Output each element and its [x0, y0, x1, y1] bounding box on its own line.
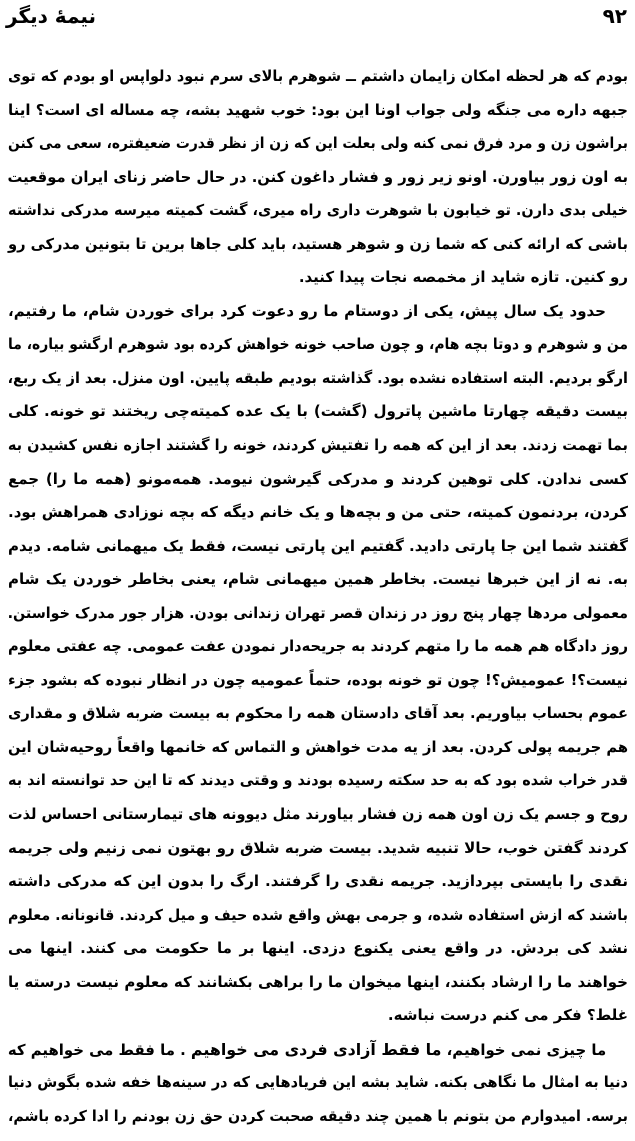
text-line	[8, 865, 628, 899]
text-line	[8, 764, 628, 798]
text-line-content: نشد کی بردش. در واقع یعنی یکنوع دزدی. اینها بر ما حکومت می کنند. اینها می	[8, 939, 628, 958]
text-line-content: بما تهمت زدند. بعد از این که همه را تفتیش کردند، خونه را گشتند اجازه نفس کشیدن به	[7, 436, 629, 455]
text-line-content: روز دادگاه هم همه ما را متهم کردند به جریحه‌دار نمودن عفت عمومی. چه عفتی معلوم	[7, 637, 628, 656]
text-line-content: کردن، بردنمون کمیته، حتی من و بچه‌ها و یک خانم دیگه که بچه نوزادی همراهش بود.	[8, 503, 628, 522]
text-line	[8, 194, 628, 228]
text-line	[8, 228, 628, 262]
text-line	[8, 261, 628, 295]
text-line-content: من و شوهرم و دوتا بچه هام، و چون صاحب خونه خواهش کرده بود شوهرم ارگشو بیاره، ما	[8, 335, 628, 354]
text-line-content: باشند که ازش استفاده شده، و جرمی بهش واقع شده حیف و میل کردند. قانونانه. معلوم	[8, 905, 628, 924]
text-line-content	[8, 1033, 628, 1068]
text-line-content: معمولی مردها چهار پنج روز در زندان قصر تهران زندانی بودن. هزار جور مدرک خواستن.	[7, 603, 629, 622]
text-line	[8, 328, 628, 362]
text-line	[8, 999, 628, 1033]
emphasized-text: ما فقط آزادی فردی می خواهیم	[190, 1039, 442, 1059]
text-line-content: بیست دقیقه چهارتا ماشین پاترول (گشت) با یک عده کمیته‌چی ریختند تو خونه. کلی	[8, 402, 628, 421]
text-segment: ما چیزی نمی خواهیم،	[441, 1040, 607, 1059]
page-header	[6, 4, 627, 38]
page-body-text	[8, 60, 628, 1134]
text-line-content: روح و جسم یک زن اون همه زن فشار بیاورند مثل دیوونه های تیمارستانی احساس لذت	[8, 805, 628, 824]
text-line	[8, 362, 628, 396]
text-line	[8, 94, 628, 128]
text-line-content: بودم که هر لحظه امکان زایمان داشتم ــ شوهرم بالای سرم نبود دلواپس او بودم که توی	[8, 67, 628, 85]
book-title: نیمهٔ دیگر	[6, 4, 97, 28]
text-line	[8, 932, 628, 966]
text-line	[8, 630, 628, 664]
text-line-content: قدر خراب شده بود که به حد سکته رسیده بودند و وقتی دیدند که تا این حد توانسته اند به	[8, 771, 628, 790]
text-line	[8, 463, 628, 497]
text-line-content: حدود یک سال پیش، یکی از دوستام ما رو دعوت کرد برای خوردن شام، ما رفتیم،	[8, 301, 606, 320]
text-line	[8, 597, 628, 631]
text-line-content: خیلی بدی دارن. تو خیابون با شوهرت داری راه میری، گشت کمیته میرسه مدرکی نداشته	[8, 201, 628, 220]
text-line	[8, 530, 628, 564]
text-line-content: جبهه داره می جنگه ولی جواب اونا این بود: خوب شهید بشه، چه مساله ای است؟ اینا	[8, 100, 628, 119]
text-line	[8, 798, 628, 832]
text-line	[8, 563, 628, 597]
text-line	[8, 832, 628, 866]
text-line-content: دنیا به امثال ما نگاهی بکنه. شاید بشه این فریادهایی که در سینه‌ها خفه شده بگوش دنیا	[7, 1073, 628, 1092]
text-line-content: برسه. امیدوارم من بتونم با همین چند دقیقه صحبت کردن حق زن بودنم را ادا کرده باشم،	[8, 1106, 628, 1125]
text-line-content: ارگو بردیم. البته استفاده نشده بود. گذاشته بودیم طبقه پایین. اون منزل. بعد از یک ربع،	[7, 368, 629, 387]
text-line	[8, 1033, 628, 1067]
text-line-content: رو کنین. تازه شاید از مخمصه نجات پیدا کنید.	[298, 268, 628, 287]
text-line	[8, 395, 628, 429]
text-line	[8, 429, 628, 463]
text-line-content: براشون زن و مرد فرق نمی کنه ولی بعلت این که زن از نظر قدرت ضعیفتره، سعی می کنن	[8, 134, 628, 153]
text-line	[8, 731, 628, 765]
text-line-content: خواهند ما را ارشاد بکنند، اینها میخوان ما را براهی بکشانند که معلوم نیست درسته یا	[8, 972, 628, 991]
text-line-content: غلط؟ فکر می کنم درست نباشه.	[387, 1006, 628, 1025]
text-line	[8, 899, 628, 933]
page-number: ۹۲	[602, 4, 627, 28]
text-line	[8, 664, 628, 698]
text-line-content: کردند گفتن خوب، حالا تنبیه شدید. بیست ضربه شلاق رو بهتون نمی زنیم ولی جریمه	[8, 838, 628, 857]
text-line	[8, 966, 628, 1000]
text-line	[8, 161, 628, 195]
text-line	[8, 697, 628, 731]
text-line-content: گفتند شما این جا پارتی دادید. گفتیم این پارتی نیست، فقط یک میهمانی شامه. دیدم	[8, 536, 628, 555]
text-line-content: عموم بحساب بیاوریم. بعد آقای دادستان همه را محکوم به بیست ضربه شلاق و مقداری	[8, 704, 628, 723]
text-line	[8, 60, 628, 94]
text-segment: . ما فقط می خواهیم که	[7, 1040, 191, 1059]
text-line-content: باشی که ارائه کنی که شما زن و شوهر هستید، باید کلی جاها برین تا بتونین مدرکی رو	[8, 234, 628, 253]
text-line	[8, 1066, 628, 1100]
text-line-content: نقدی را بایستی بپردازید. جریمه نقدی را گرفتند. ارگ را بدون این که مدرکی داشته	[8, 872, 628, 891]
text-line	[8, 295, 628, 329]
text-line	[8, 496, 628, 530]
text-line	[8, 127, 628, 161]
text-line-content: هم جریمه پولی کردن. بعد از یه مدت خواهش و التماس که خانمها واقعاً روحیه‌شان این	[8, 737, 628, 756]
text-line-content: به. نه از این خبرها نیست. بخاطر همین میهمانی شام، یعنی بخاطر خوردن یک شام	[8, 570, 628, 589]
text-line-content: به اون زور بیاورن. اونو زیر زور و فشار داغون کنن. در حال حاضر زنای ایران موقعیت	[7, 167, 628, 186]
text-line-content: کسی ندادن. کلی توهین کردند و مدرکی گیرشون نیومد. همه‌مونو (همه ما را) جمع	[8, 469, 628, 488]
text-line	[8, 1100, 628, 1134]
text-line-content: نیست؟! عمومیش؟! چون تو خونه بوده، حتماً عمومیه چون در انظار نبوده که بشود جزء	[8, 670, 628, 689]
